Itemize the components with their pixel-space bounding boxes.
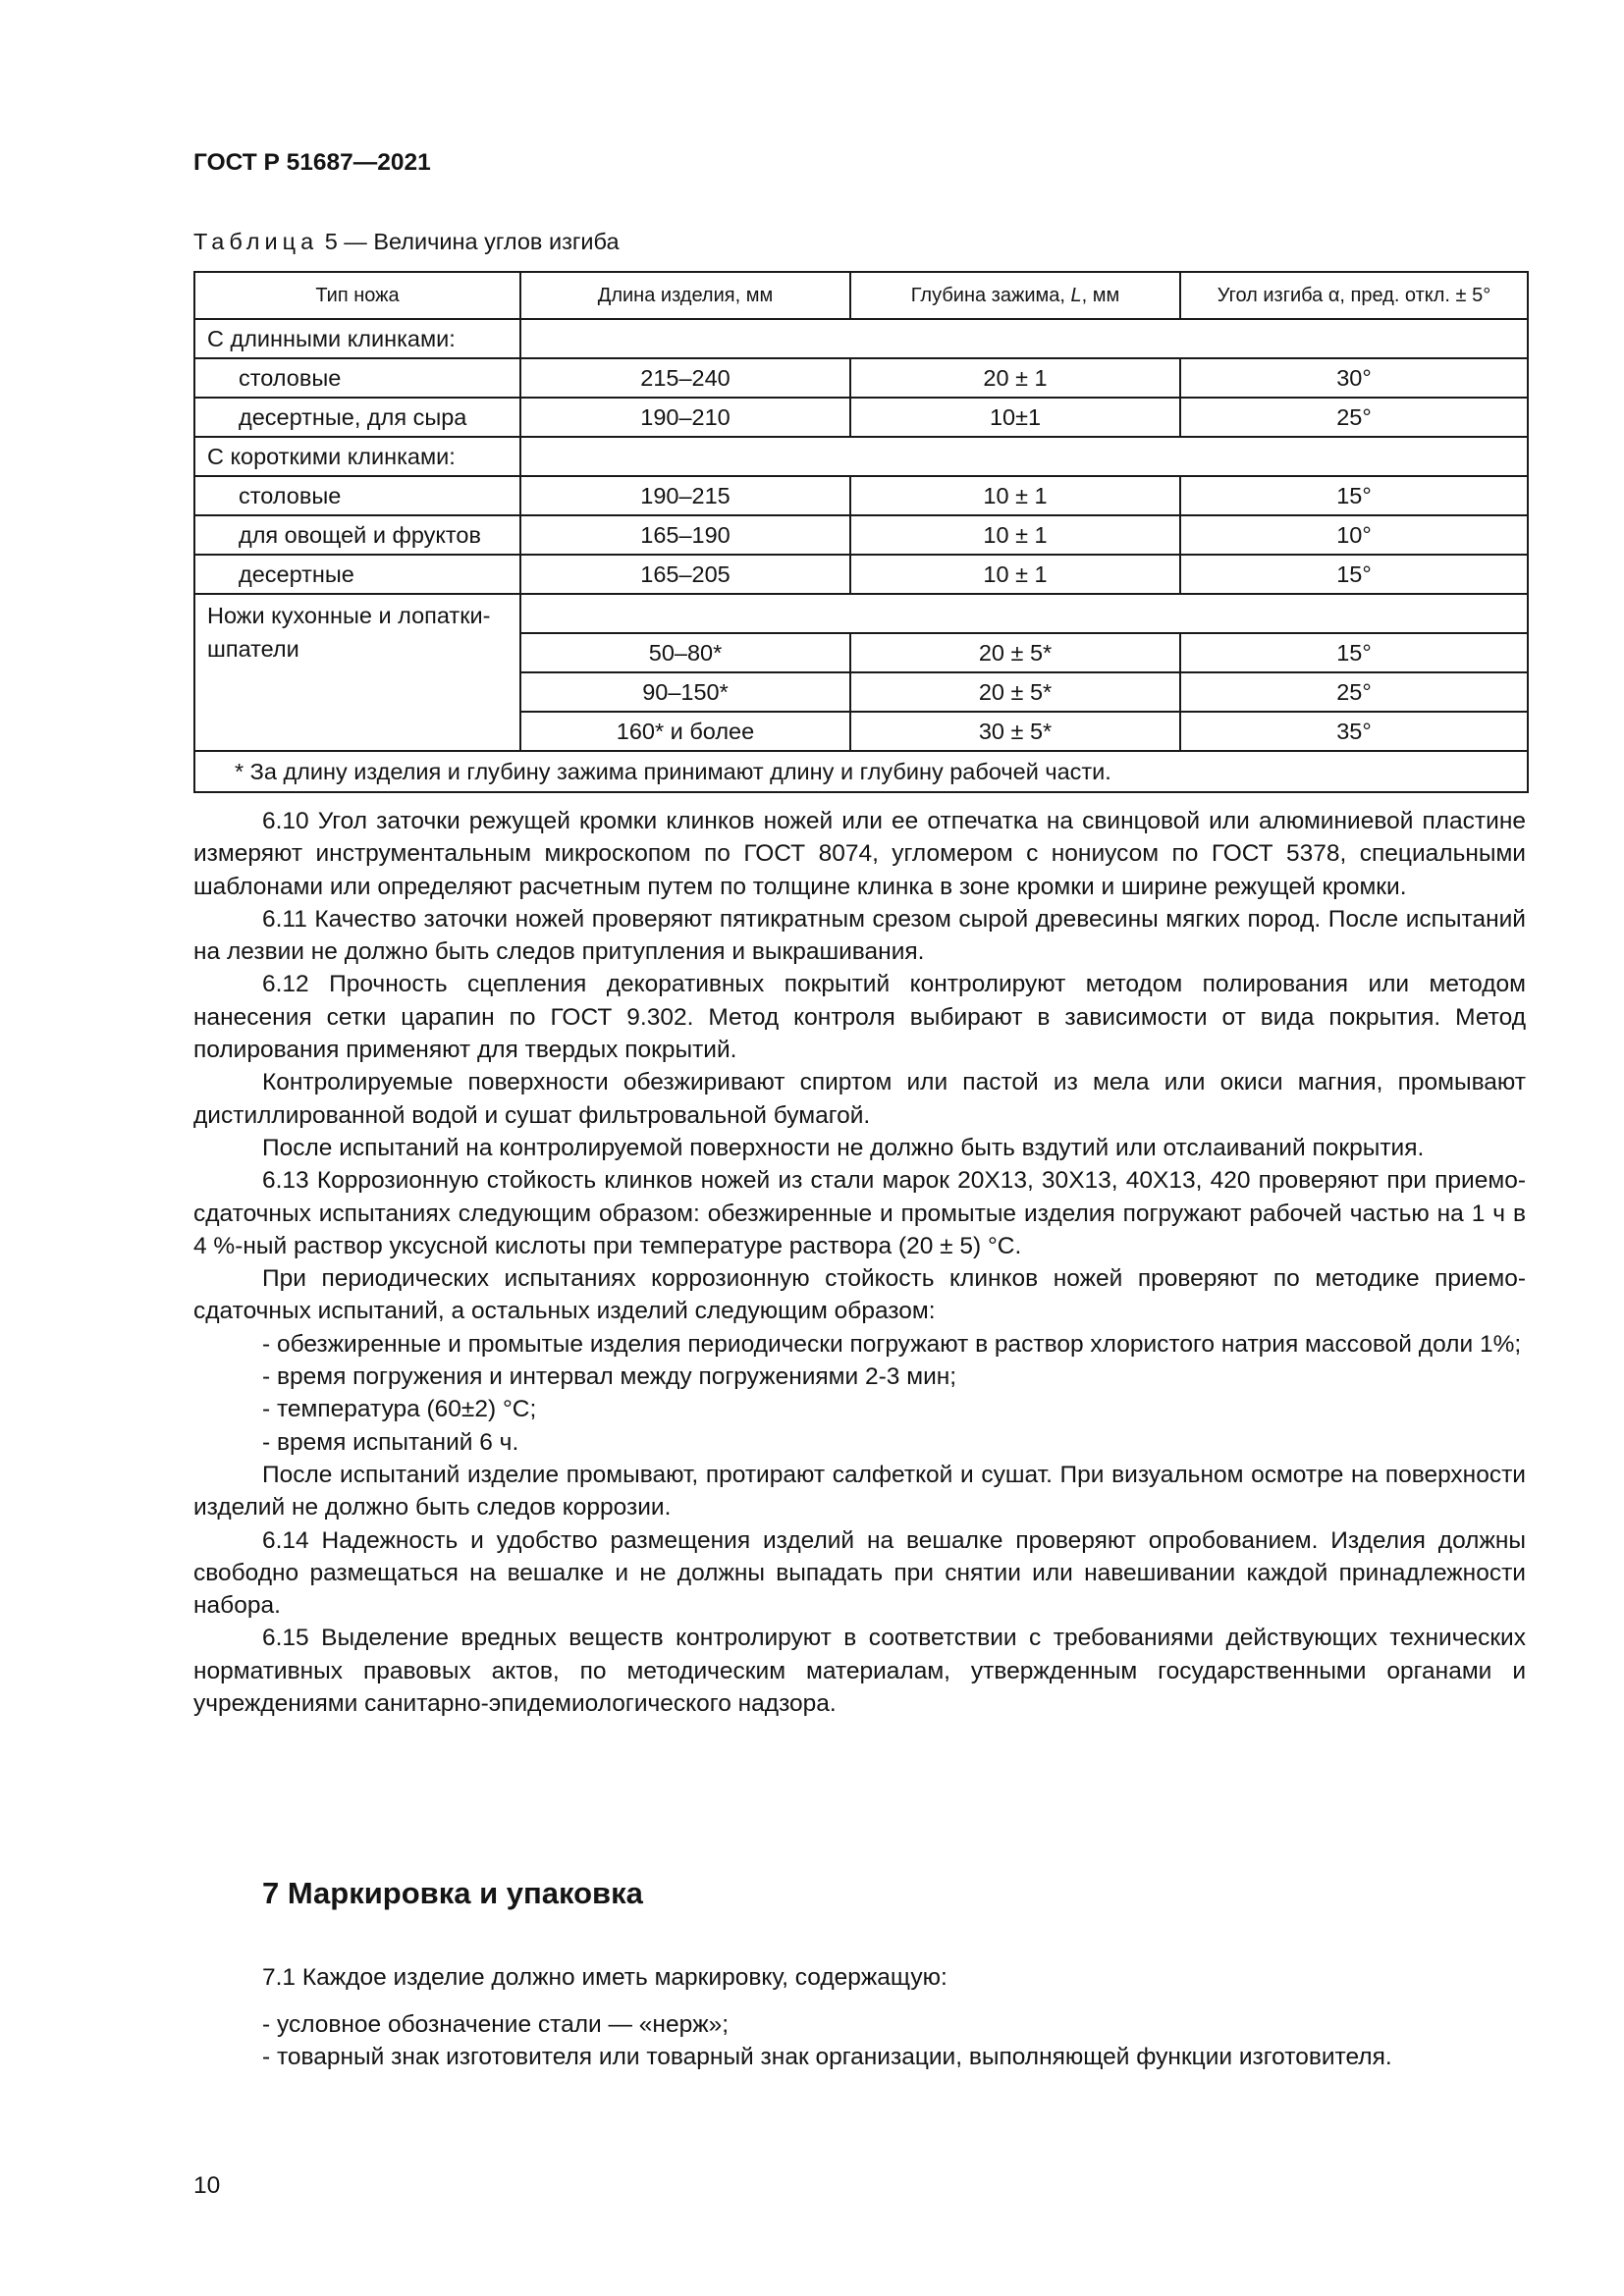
cell-depth: 30 ± 5* [850,712,1180,751]
paragraph: При периодических испытаниях коррозионную стойкость клинков ножей проверяют по методике приемо-сдаточных испытаний, а остальных изделий следующим образом: [193,1265,1526,1325]
paragraph-6-11: 6.11 Качество заточки ножей проверяют пятикратным срезом сырой древесины мягких пород. После испытаний на лезвии не должно быть следов притупления и выкрашивания. [193,905,1526,966]
paragraph: Контролируемые поверхности обезжиривают спиртом или пастой из мела или окиси магния, промывают дистиллированной водой и сушат фильтровальной бумагой. [193,1069,1526,1129]
cell-angle: 10° [1180,515,1528,555]
paragraph-6-13: 6.13 Коррозионную стойкость клинков ножей из стали марок 20Х13, 30Х13, 40Х13, 420 проверяют при приемо-сдаточных испытаниях следующим образом: обезжиренные и промытые изделия погружают рабочей частью на 1 ч в 4 %-ный раствор уксусной кислоты при температуре раствора (20 ± 5) °С. [193,1167,1526,1259]
cell-length: 160* и более [520,712,850,751]
section-title: 7 Маркировка и упаковка [262,1876,643,1910]
table-caption-label: Таблица [193,229,319,254]
cell-type: столовые [194,358,520,398]
group-label-kitchen: Ножи кухонные и лопатки-шпатели [194,594,520,751]
cell-angle: 35° [1180,712,1528,751]
col-header-clamp-depth: Глубина зажима, L, мм [850,272,1180,319]
table-row [194,398,1528,437]
list-item: - обезжиренные и промытые изделия периодически погружают в раствор хлористого натрия массовой доли 1%; [262,1330,1522,1358]
paragraph: После испытаний изделие промывают, протирают салфеткой и сушат. При визуальном осмотре на поверхности изделий не должно быть следов коррозии. [193,1461,1526,1522]
list-item: - товарный знак изготовителя или товарный знак организации, выполняющей функции изготовителя. [262,2044,1392,2071]
cell-length: 190–210 [520,398,850,437]
table-group-row [194,594,1528,633]
cell-length: 165–205 [520,555,850,594]
table-caption-title: — Величина углов изгиба [344,229,620,254]
cell-length: 190–215 [520,476,850,515]
list-item: - условное обозначение стали — «нерж»; [262,2011,730,2038]
section-list [193,2008,1526,2074]
col-header-bend-angle: Угол изгиба α, пред. откл. ± 5° [1180,272,1528,319]
page-number: 10 [193,2172,221,2199]
table-group-row [194,437,1528,476]
table-footnote-row [194,751,1528,792]
cell-depth: 20 ± 5* [850,633,1180,672]
cell-angle: 15° [1180,633,1528,672]
cell-angle: 15° [1180,555,1528,594]
paragraph-6-14: 6.14 Надежность и удобство размещения изделий на вешалке проверяют опробованием. Изделия должны свободно размещаться на вешалке и не должны выпадать при снятии или навешивании каждой принадлежности набора. [193,1526,1526,1620]
body-text [193,805,1526,1720]
paragraph-6-12: 6.12 Прочность сцепления декоративных покрытий контролируют методом полирования или методом нанесения сетки царапин по ГОСТ 9.302. Метод контроля выбирают в зависимости от вида покрытия. Метод полирования применяют для твердых покрытий. [193,971,1526,1064]
document-header: ГОСТ Р 51687—2021 [193,149,431,176]
col-header-knife-type: Тип ножа [194,272,520,319]
cell-length: 50–80* [520,633,850,672]
table-row [194,358,1528,398]
cell-angle: 15° [1180,476,1528,515]
table-group-row [194,319,1528,358]
cell-angle: 30° [1180,358,1528,398]
cell-depth: 10 ± 1 [850,476,1180,515]
paragraph-6-15: 6.15 Выделение вредных веществ контролируют в соответствии с требованиями действующих технических нормативных правовых актов, по методическим материалам, утвержденным государственными органами и учреждениями санитарно-эпидемиологического надзора. [193,1625,1526,1718]
table-footnote: * За длину изделия и глубину зажима принимают длину и глубину рабочей части. [194,751,1528,792]
group-label-long: С длинными клинками: [194,319,520,358]
table-caption-number: 5 [324,229,338,254]
table-row [194,555,1528,594]
cell-length: 90–150* [520,672,850,712]
col-header-length: Длина изделия, мм [520,272,850,319]
cell-length: 215–240 [520,358,850,398]
list-item: - время испытаний 6 ч. [262,1428,519,1456]
table-row [194,476,1528,515]
group-label-short: С короткими клинками: [194,437,520,476]
cell-type: десертные, для сыра [194,398,520,437]
cell-angle: 25° [1180,398,1528,437]
paragraph: После испытаний на контролируемой поверхности не должно быть вздутий или отслаиваний покрытия. [262,1134,1425,1161]
table-row [194,515,1528,555]
list-item: - время погружения и интервал между погружениями 2-3 мин; [262,1363,957,1391]
section-intro [193,1961,1526,1994]
paragraph-7-1: 7.1 Каждое изделие должно иметь маркировку, содержащую: [262,1964,947,1991]
table-header-row [194,272,1528,319]
cell-type: столовые [194,476,520,515]
bend-angle-table [193,271,1529,793]
cell-type: десертные [194,555,520,594]
cell-depth: 10 ± 1 [850,515,1180,555]
cell-depth: 10 ± 1 [850,555,1180,594]
list-item: - температура (60±2) °С; [262,1396,537,1423]
cell-depth: 10±1 [850,398,1180,437]
cell-depth: 20 ± 5* [850,672,1180,712]
cell-length: 165–190 [520,515,850,555]
cell-depth: 20 ± 1 [850,358,1180,398]
cell-angle: 25° [1180,672,1528,712]
cell-type: для овощей и фруктов [194,515,520,555]
table-caption [193,229,620,255]
paragraph-6-10: 6.10 Угол заточки режущей кромки клинков ножей или ее отпечатка на свинцовой или алюминиевой пластине измеряют инструментальным микроскопом по ГОСТ 8074, угломером с нониусом по ГОСТ 5378, специальными шаблонами или определяют расчетным путем по толщине клинка в зоне кромки и ширине режущей кромки. [193,808,1526,900]
